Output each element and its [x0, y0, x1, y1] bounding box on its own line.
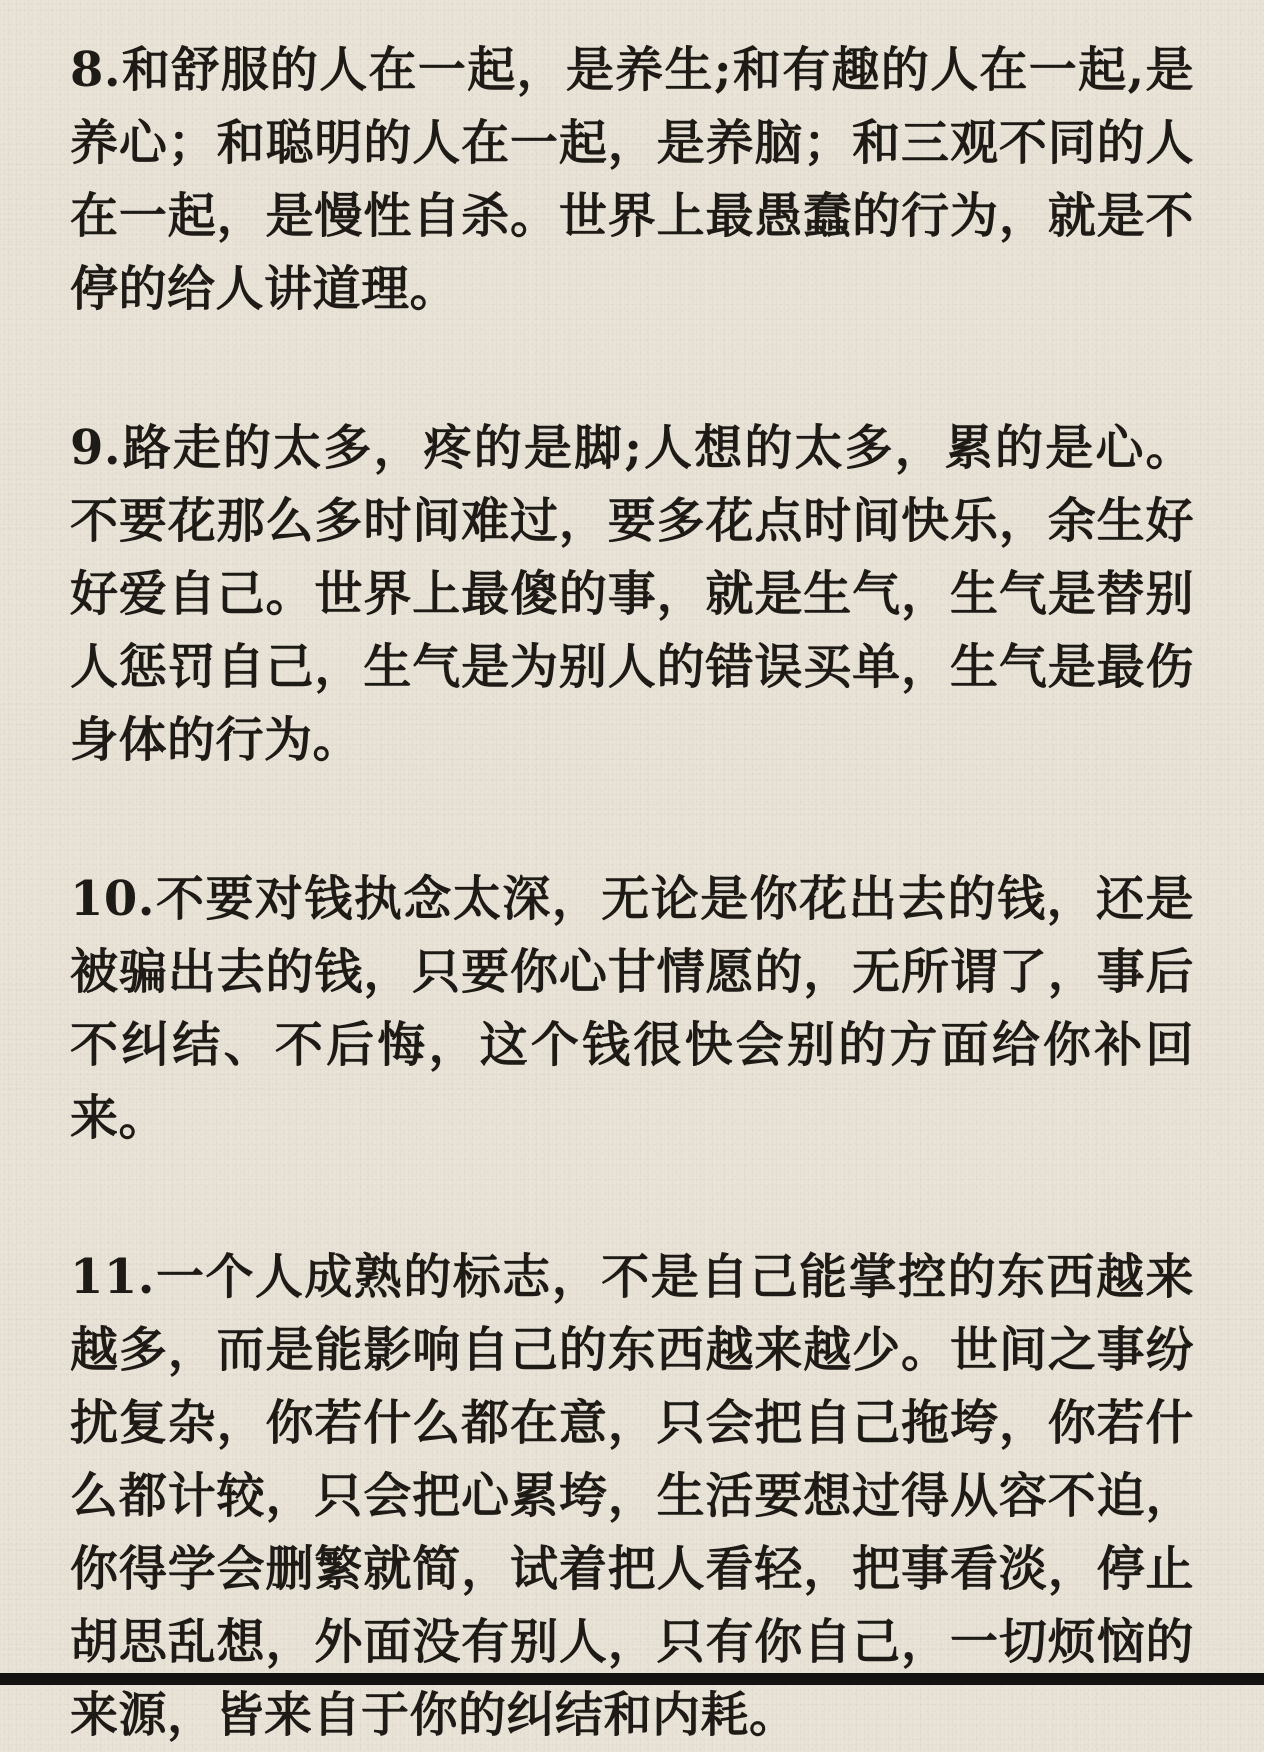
- paragraph-11: 11.一个人成熟的标志，不是自己能掌控的东西越来越多，而是能影响自己的东西越来越少。世间之事纷扰复杂，你若什么都在意，只会把自己拖垮，你若什么都计较，只会把心累垮，生活要想过得从容不迫，你得学会删繁就简，试着把人看轻，把事看淡，停止胡思乱想，外面没有别人，只有你自己，一切烦恼的来源，皆来自于你的纠结和内耗。: [70, 1249, 1194, 1743]
- paragraph-10: 10.不要对钱执念太深，无论是你花出去的钱，还是被骗出去的钱，只要你心甘情愿的，无所谓了，事后不纠结、不后悔，这个钱很快会别的方面给你补回来。: [70, 871, 1194, 1146]
- paragraph-8: 8.和舒服的人在一起，是养生;和有趣的人在一起,是养心；和聪明的人在一起，是养脑；和三观不同的人在一起，是慢性自杀。世界上最愚蠢的行为，就是不停的给人讲道理。: [70, 42, 1194, 317]
- bottom-border: [0, 1673, 1264, 1685]
- paragraph-9: 9.路走的太多，疼的是脚;人想的太多，累的是心。不要花那么多时间难过，要多花点时间快乐，余生好好爱自己。世界上最傻的事，就是生气，生气是替别人惩罚自己，生气是为别人的错误买单，生气是最伤身体的行为。: [70, 420, 1194, 768]
